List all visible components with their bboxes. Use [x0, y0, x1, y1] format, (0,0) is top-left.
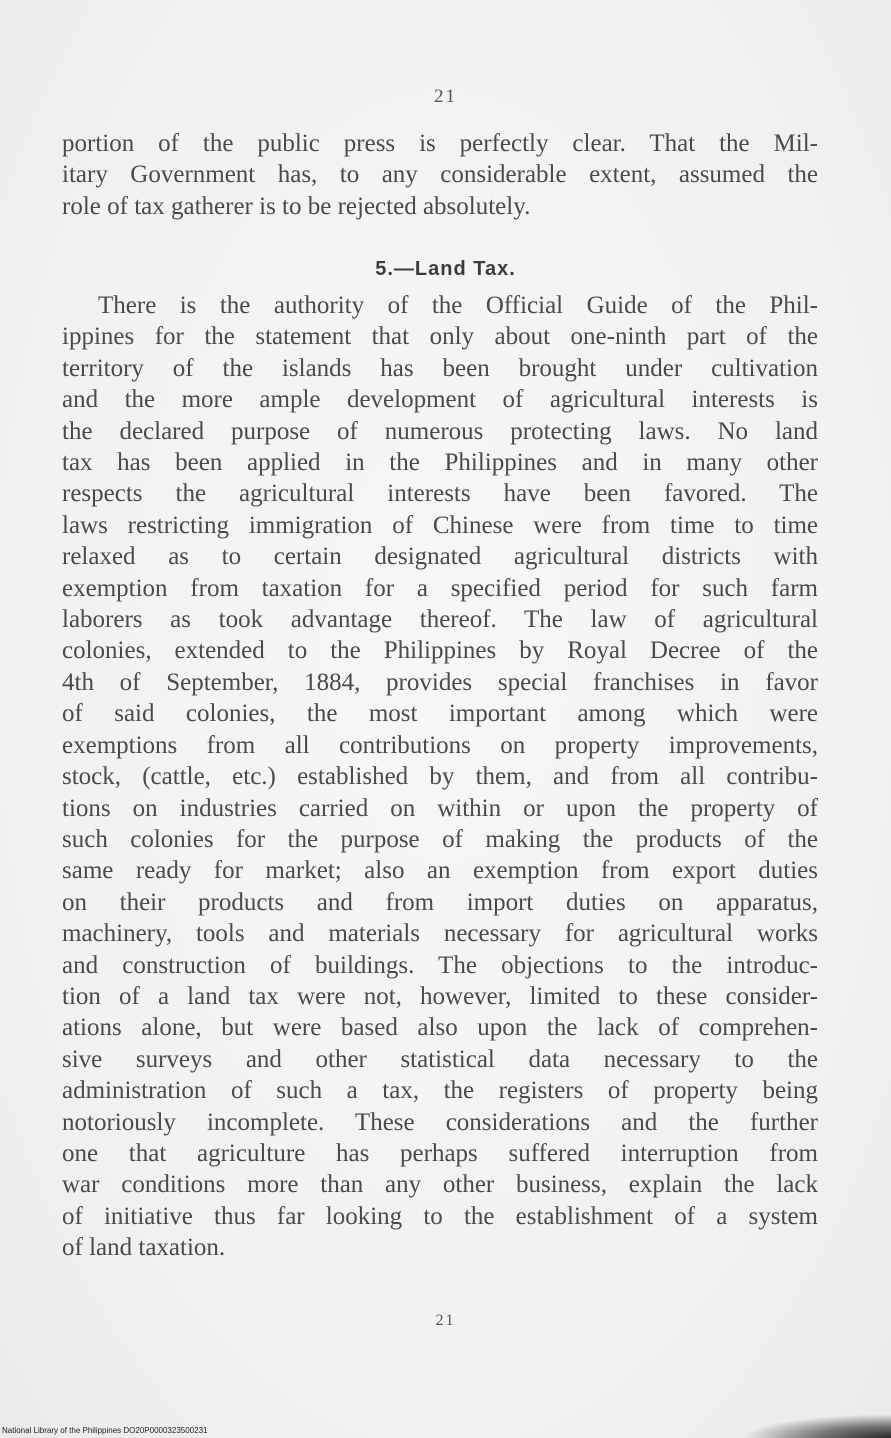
- text-line: on their products and from import duties on apparatus,: [62, 888, 818, 916]
- text-line: portion of the public press is perfectly clear. That the Mil-: [62, 130, 818, 157]
- text-line: administration of such a tax, the registers of property being: [62, 1077, 818, 1105]
- text-line: ippines for the statement that only about one-ninth part of the: [62, 323, 818, 351]
- text-line: notoriously incomplete. These considerations and the further: [62, 1108, 818, 1136]
- text-line: tions on industries carried on within or upon the property of: [62, 794, 818, 822]
- intro-paragraph: [62, 128, 818, 222]
- text-line: ations alone, but were based also upon the lack of comprehen-: [62, 1014, 818, 1042]
- page-number-top: 21: [434, 86, 457, 107]
- text-line: machinery, tools and materials necessary for agricultural works: [62, 920, 818, 948]
- scan-credit: National Library of the Philippines DO20P0000323500231: [2, 1426, 208, 1435]
- text-line: stock, (cattle, etc.) established by them, and from all contribu-: [62, 763, 818, 791]
- text-line: laborers as took advantage thereof. The law of agricultural: [62, 606, 818, 634]
- text-line: war conditions more than any other business, explain the lack: [62, 1171, 818, 1199]
- text-line: exemptions from all contributions on property improvements,: [62, 731, 818, 759]
- text-line: of initiative thus far looking to the establishment of a system: [62, 1202, 818, 1230]
- text-line: itary Government has, to any considerable extent, assumed the: [62, 161, 818, 189]
- body-paragraph: [62, 290, 818, 1264]
- text-line: same ready for market; also an exemption from export duties: [62, 857, 818, 885]
- text-line: relaxed as to certain designated agricultural districts with: [62, 543, 818, 571]
- text-line: 4th of September, 1884, provides special franchises in favor: [62, 668, 818, 696]
- text-line: of land taxation.: [62, 1234, 226, 1262]
- text-line: and the more ample development of agricultural interests is: [62, 386, 818, 414]
- text-line: laws restricting immigration of Chinese were from time to time: [62, 511, 818, 539]
- page-number-bottom: 21: [435, 1312, 456, 1329]
- text-line: tax has been applied in the Philippines and in many other: [62, 449, 818, 477]
- text-line: territory of the islands has been brought under cultivation: [62, 354, 818, 382]
- text-line: colonies, extended to the Philippines by Royal Decree of the: [62, 637, 818, 665]
- text-line: and construction of buildings. The objections to the introduc-: [62, 951, 818, 979]
- text-line: respects the agricultural interests have been favored. The: [62, 480, 818, 508]
- text-line: sive surveys and other statistical data necessary to the: [62, 1045, 818, 1073]
- text-line: role of tax gatherer is to be rejected absolutely.: [62, 192, 531, 220]
- text-line: one that agriculture has perhaps suffered interruption from: [62, 1139, 818, 1167]
- scan-corner-shadow: [741, 1414, 891, 1438]
- text-line: exemption from taxation for a specified period for such farm: [62, 574, 818, 602]
- text-line: such colonies for the purpose of making the products of the: [62, 825, 818, 853]
- section-heading: 5.—Land Tax.: [375, 258, 516, 280]
- text-line: the declared purpose of numerous protecting laws. No land: [62, 417, 818, 445]
- text-line: tion of a land tax were not, however, limited to these consider-: [62, 982, 818, 1010]
- text-line: of said colonies, the most important among which were: [62, 700, 818, 728]
- text-line: There is the authority of the Official Guide of the Phil-: [98, 292, 818, 319]
